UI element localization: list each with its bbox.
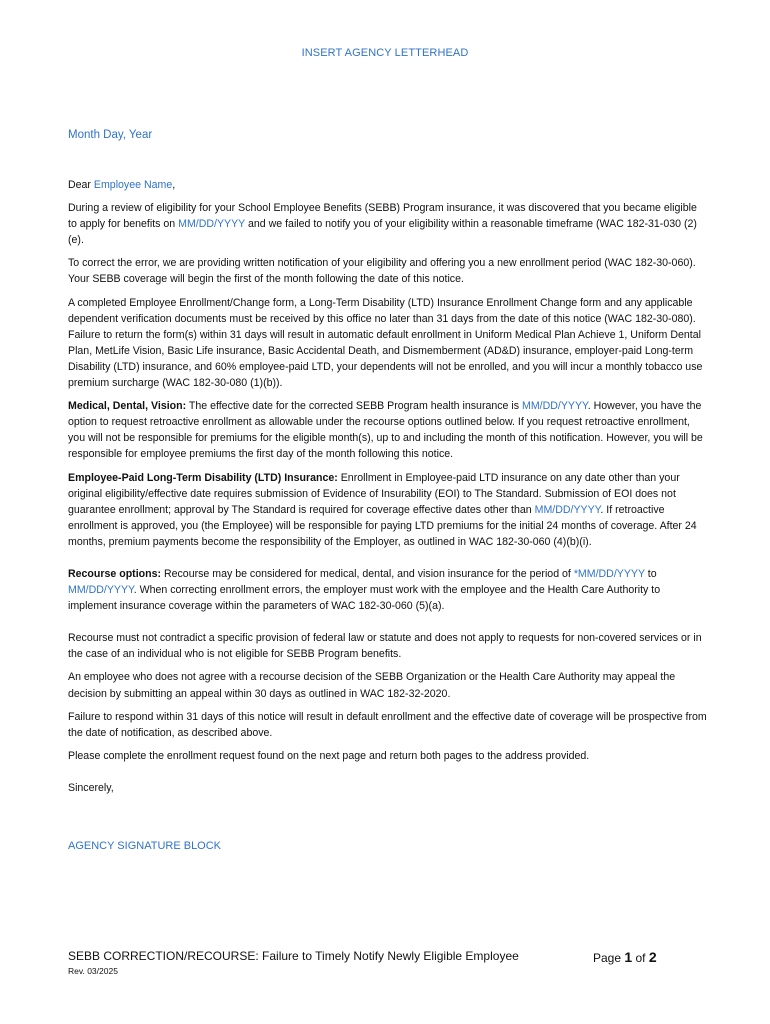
closing: Sincerely, — [68, 781, 114, 794]
agency-letterhead-placeholder: INSERT AGENCY LETTERHEAD — [301, 47, 469, 59]
employee-name-placeholder: Employee Name — [93, 179, 173, 191]
salutation — [68, 177, 708, 193]
recourse-end-date-placeholder: MM/DD/YYYY — [68, 584, 134, 597]
paragraph-ltd-insurance: Employee-Paid Long-Term Disability (LTD) Insurance: Enrollment in Employee-paid LTD insurance on any date other than your original eligibility/effective date requires submission of Evidence of Insurability (EOI) to The Standard. Submission of EOI does not guarantee enrollment; approval by The Standard is required for coverage effective dates other than MM/DD/YYYY. If retroactive enrollment is approved, you (the Employee) will be responsible for paying LTD premiums for the initial 24 months of coverage. After 24 months, premium payments become the responsibility of the Employer, as outlined in WAC 182-30-060 (4)(b)(i). — [68, 471, 697, 548]
paragraph-medical-dental-vision: Medical, Dental, Vision: The effective date for the corrected SEBB Program health insurance is MM/DD/YYYY. However, you have the option to request retroactive enrollment as allowable under the recourse options outlined below. If you request retroactive enrollment, you will not be responsible for premiums for the eligible month(s), up to and including the month of this notification. However, you will be responsible for employee premiums the first day of the month following this notice. — [68, 400, 703, 461]
date-placeholder: Month Day, Year — [68, 129, 153, 141]
paragraph-instructions: Please complete the enrollment request found on the next page and return both pages to the address provided. — [68, 749, 590, 762]
paragraph-failure-to-respond: Failure to respond within 31 days of this notice will result in default enrollment and the effective date of coverage will be prospective from the date of notification, as described above. — [68, 710, 707, 739]
salutation-prefix: Dear — [68, 179, 94, 191]
section-label-mdv: Medical, Dental, Vision: — [68, 400, 187, 413]
section-label-ltd: Employee-Paid Long-Term Disability (LTD) Insurance: — [68, 471, 338, 484]
paragraph-recourse-options: Recourse options: Recourse may be considered for medical, dental, and vision insurance for the period of *MM/DD/YYYY to MM/DD/YYYY. When correcting enrollment errors, the employer must work with the employee and the Health Care Authority to implement insurance coverage within the parameters of WAC 182-30-060 (5)(a). — [68, 567, 661, 613]
paragraph-recourse-limits: Recourse must not contradict a specific provision of federal law or statute and does not apply to requests for non-covered services or in the case of an individual who is not eligible for SEBB Program benefits. — [68, 632, 702, 661]
revision-date: Rev. 03/2025 — [68, 966, 118, 976]
current-page: 1 — [624, 949, 633, 965]
page-number: Page 1 of 2 — [593, 949, 657, 965]
paragraph-eligibility-review: During a review of eligibility for your School Employee Benefits (SEBB) Program insurance, it was discovered that you became eligible to apply for benefits on MM/DD/YYYY and we failed to notify you of your eligibility within a reasonable timeframe (WAC 182-31-030 (2)(e). — [68, 202, 697, 247]
total-pages: 2 — [648, 949, 657, 965]
agency-signature-block-placeholder: AGENCY SIGNATURE BLOCK — [68, 840, 222, 852]
recourse-start-date-placeholder: *MM/DD/YYYY — [573, 567, 645, 580]
letter-body — [68, 177, 708, 803]
paragraph-forms-required: A completed Employee Enrollment/Change form, a Long-Term Disability (LTD) Insurance Enrollment Change form and any applicable dependent verification documents must be received by this office no later than 31 days from the date of this notice (WAC 182-30-080). Failure to return the form(s) within 31 days will result in automatic default enrollment in Uniform Medical Plan Achieve 1, Uniform Dental Plan, MetLife Vision, Basic Life insurance, Basic Accidental Death, and Dismemberment (AD&D) insurance, employer-paid Long-term Disability (LTD) insurance, and 60% employee-paid LTD, your dependents will not be enrolled, and you will incur a monthly tobacco use premium surcharge (WAC 182-30-080 (1)(b)). — [68, 296, 703, 390]
footer-title: SEBB CORRECTION/RECOURSE: Failure to Timely Notify Newly Eligible Employee — [68, 949, 519, 963]
ltd-date-placeholder: MM/DD/YYYY — [534, 503, 601, 516]
salutation-suffix: , — [172, 179, 176, 191]
paragraph-appeal: An employee who does not agree with a recourse decision of the SEBB Organization or the Health Care Authority may appeal the decision by submitting an appeal within 30 days as outlined in WAC 182-32-2020. — [68, 671, 676, 700]
paragraph-correction: To correct the error, we are providing written notification of your eligibility and offering you a new enrollment period (WAC 182-30-060). Your SEBB coverage will begin the first of the month following the date of this notice. — [68, 257, 696, 286]
section-label-recourse: Recourse options: — [68, 567, 162, 580]
eligibility-date-placeholder: MM/DD/YYYY — [178, 218, 246, 231]
effective-date-placeholder: MM/DD/YYYY — [522, 400, 588, 413]
